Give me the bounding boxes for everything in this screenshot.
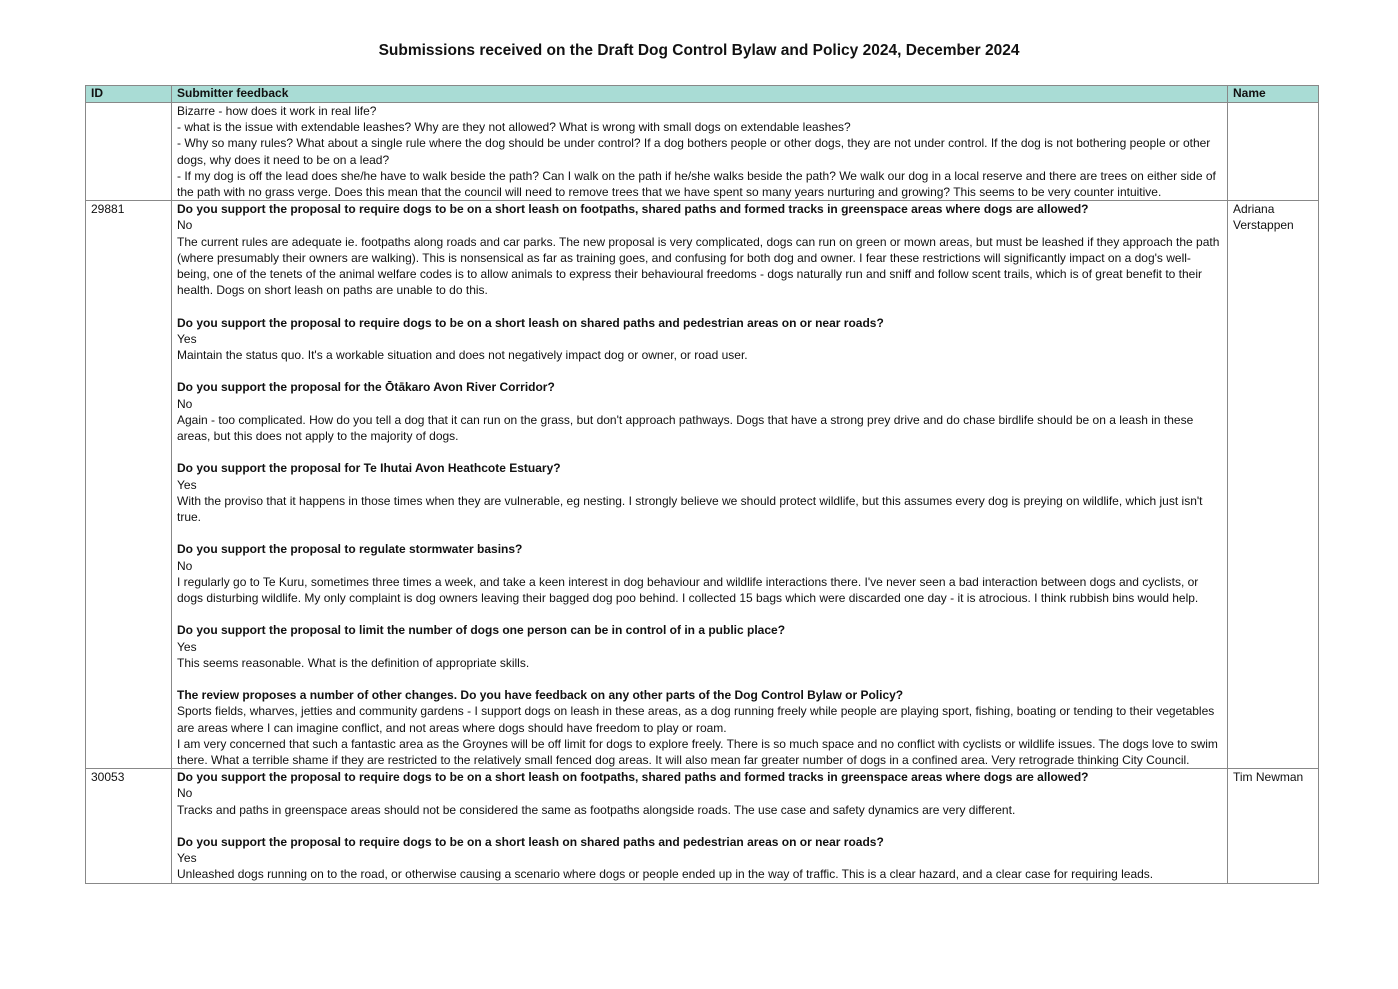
feedback-question: Do you support the proposal to require dogs to be on a short leash on shared paths and pedestrian areas on or near roads? <box>177 315 884 330</box>
submitter-feedback <box>172 769 1228 883</box>
feedback-text: I am very concerned that such a fantastic area as the Groynes will be off limit for dogs to explore freely. There is so much space and no conflict with cyclists or wildlife issues. The dogs love to swim there. What a terrible shame if they are restricted to the relatively small fenced dog areas. It will also mean far greater number of dogs in a confined area. Very retrograde thinking City Council. <box>177 736 1218 768</box>
feedback-text: This seems reasonable. What is the definition of appropriate skills. <box>177 655 530 670</box>
submitter-name <box>1228 103 1319 201</box>
feedback-spacer <box>177 525 1222 541</box>
feedback-spacer <box>177 606 1222 622</box>
table-body <box>86 103 1319 884</box>
feedback-question: Do you support the proposal for Te Ihutai Avon Heathcote Estuary? <box>177 461 561 476</box>
feedback-text: Again - too complicated. How do you tell a dog that it can run on the grass, but don't approach pathways. Dogs that have a strong prey drive and do chase birdlife should be on a leash in these areas, but this does not apply to the majority of dogs. <box>177 412 1194 444</box>
feedback-text: - what is the issue with extendable leashes? Why are they not allowed? What is wrong with small dogs on extendable leashes? <box>177 120 851 135</box>
feedback-text: - Why so many rules? What about a single rule where the dog should be under control? If a dog bothers people or other dogs, they are not under control. If the dog is not bothering people or other dogs, why does it need to be on a lead? <box>177 136 1211 167</box>
feedback-text: I regularly go to Te Kuru, sometimes three times a week, and take a keen interest in dog behaviour and wildlife interactions there. I've never seen a bad interaction between dogs and cyclists, or dogs disturbing wildlife. My only complaint is dog owners leaving their bagged dog poo behind. I collected 15 bags which were discarded one day - it is atrocious. I think rubbish bins would help. <box>177 574 1199 606</box>
feedback-spacer <box>177 298 1222 314</box>
feedback-text: Sports fields, wharves, jetties and community gardens - I support dogs on leash in these areas, as a dog running freely while people are playing sport, fishing, boating or tending to their vegetables are areas where I can imagine conflict, and not areas where dogs should have freedom to play or roam. <box>177 704 1215 735</box>
feedback-question: The review proposes a number of other changes. Do you have feedback on any other parts of the Dog Control Bylaw or Policy? <box>177 688 904 703</box>
feedback-question: Do you support the proposal for the Ōtākaro Avon River Corridor? <box>177 380 555 395</box>
column-header-id: ID <box>86 86 172 103</box>
feedback-text: Maintain the status quo. It's a workable situation and does not negatively impact dog or owner, or road user. <box>177 348 748 363</box>
header-row <box>86 86 1319 103</box>
feedback-text: No <box>177 218 193 233</box>
table-header <box>86 86 1319 103</box>
feedback-text: Yes <box>177 639 197 654</box>
submission-id: 30053 <box>86 769 172 883</box>
feedback-text: Tracks and paths in greenspace areas should not be considered the same as footpaths alongside roads. The use case and safety dynamics are very different. <box>177 802 1016 817</box>
feedback-text: The current rules are adequate ie. footpaths along roads and car parks. The new proposal is very complicated, dogs can run on green or mown areas, but must be leashed if they approach the path (where presumably their owners are walking). This is nonsensical as far as training goes, and confusing for both dog and owner. I fear these restrictions will significantly impact on a dog's well-being, one of the tenets of the animal welfare codes is to allow animals to express their behavioural freedoms - dogs naturally run and sniff and follow scent trails, which is of great benefit to their health. Dogs on short leash on paths are unable to do this. <box>177 234 1220 298</box>
submissions-table <box>85 85 1319 884</box>
feedback-question: Do you support the proposal to require dogs to be on a short leash on footpaths, shared paths and formed tracks in greenspace areas where dogs are allowed? <box>177 770 1089 785</box>
feedback-text: Bizarre - how does it work in real life? <box>177 104 377 118</box>
feedback-text: Yes <box>177 331 197 346</box>
feedback-spacer <box>177 444 1222 460</box>
submitter-feedback <box>172 103 1228 201</box>
page-title: Submissions received on the Draft Dog Control Bylaw and Policy 2024, December 2024 <box>378 42 1020 59</box>
feedback-question: Do you support the proposal to limit the number of dogs one person can be in control of in a public place? <box>177 623 786 638</box>
feedback-text: Yes <box>177 851 197 866</box>
feedback-text: - If my dog is off the lead does she/he have to walk beside the path? Can I walk on the path if he/she walks beside the path? We walk our dog in a local reserve and there are trees on either side of the path with no grass verge. Does this mean that the council will need to remove trees that we have spent so many years nurturing and growing? This seems to be very counter intuitive. <box>177 168 1216 200</box>
submitter-name: Tim Newman <box>1228 769 1319 883</box>
submitter-name: Adriana Verstappen <box>1228 201 1319 769</box>
feedback-spacer <box>177 818 1222 834</box>
feedback-text: No <box>177 396 193 411</box>
table-row <box>86 103 1319 201</box>
feedback-spacer <box>177 363 1222 379</box>
feedback-text: No <box>177 786 193 801</box>
feedback-text: With the proviso that it happens in those times when they are vulnerable, eg nesting. I strongly believe we should protect wildlife, but this assumes every dog is preying on wildlife, which just isn't true. <box>177 493 1203 525</box>
column-header-feedback: Submitter feedback <box>172 86 1228 103</box>
submitter-feedback <box>172 201 1228 769</box>
table-row <box>86 201 1319 769</box>
submission-id <box>86 103 172 201</box>
feedback-question: Do you support the proposal to require dogs to be on a short leash on footpaths, shared paths and formed tracks in greenspace areas where dogs are allowed? <box>177 202 1089 217</box>
feedback-text: Yes <box>177 477 197 492</box>
feedback-question: Do you support the proposal to require dogs to be on a short leash on shared paths and pedestrian areas on or near roads? <box>177 835 884 850</box>
submission-id: 29881 <box>86 201 172 769</box>
feedback-question: Do you support the proposal to regulate stormwater basins? <box>177 542 523 557</box>
feedback-text: Unleashed dogs running on to the road, or otherwise causing a scenario where dogs or people ended up in the way of traffic. This is a clear hazard, and a clear case for requiring leads. <box>177 867 1154 882</box>
feedback-spacer <box>177 671 1222 687</box>
column-header-name: Name <box>1228 86 1319 103</box>
feedback-text: No <box>177 558 193 573</box>
table-row <box>86 769 1319 883</box>
